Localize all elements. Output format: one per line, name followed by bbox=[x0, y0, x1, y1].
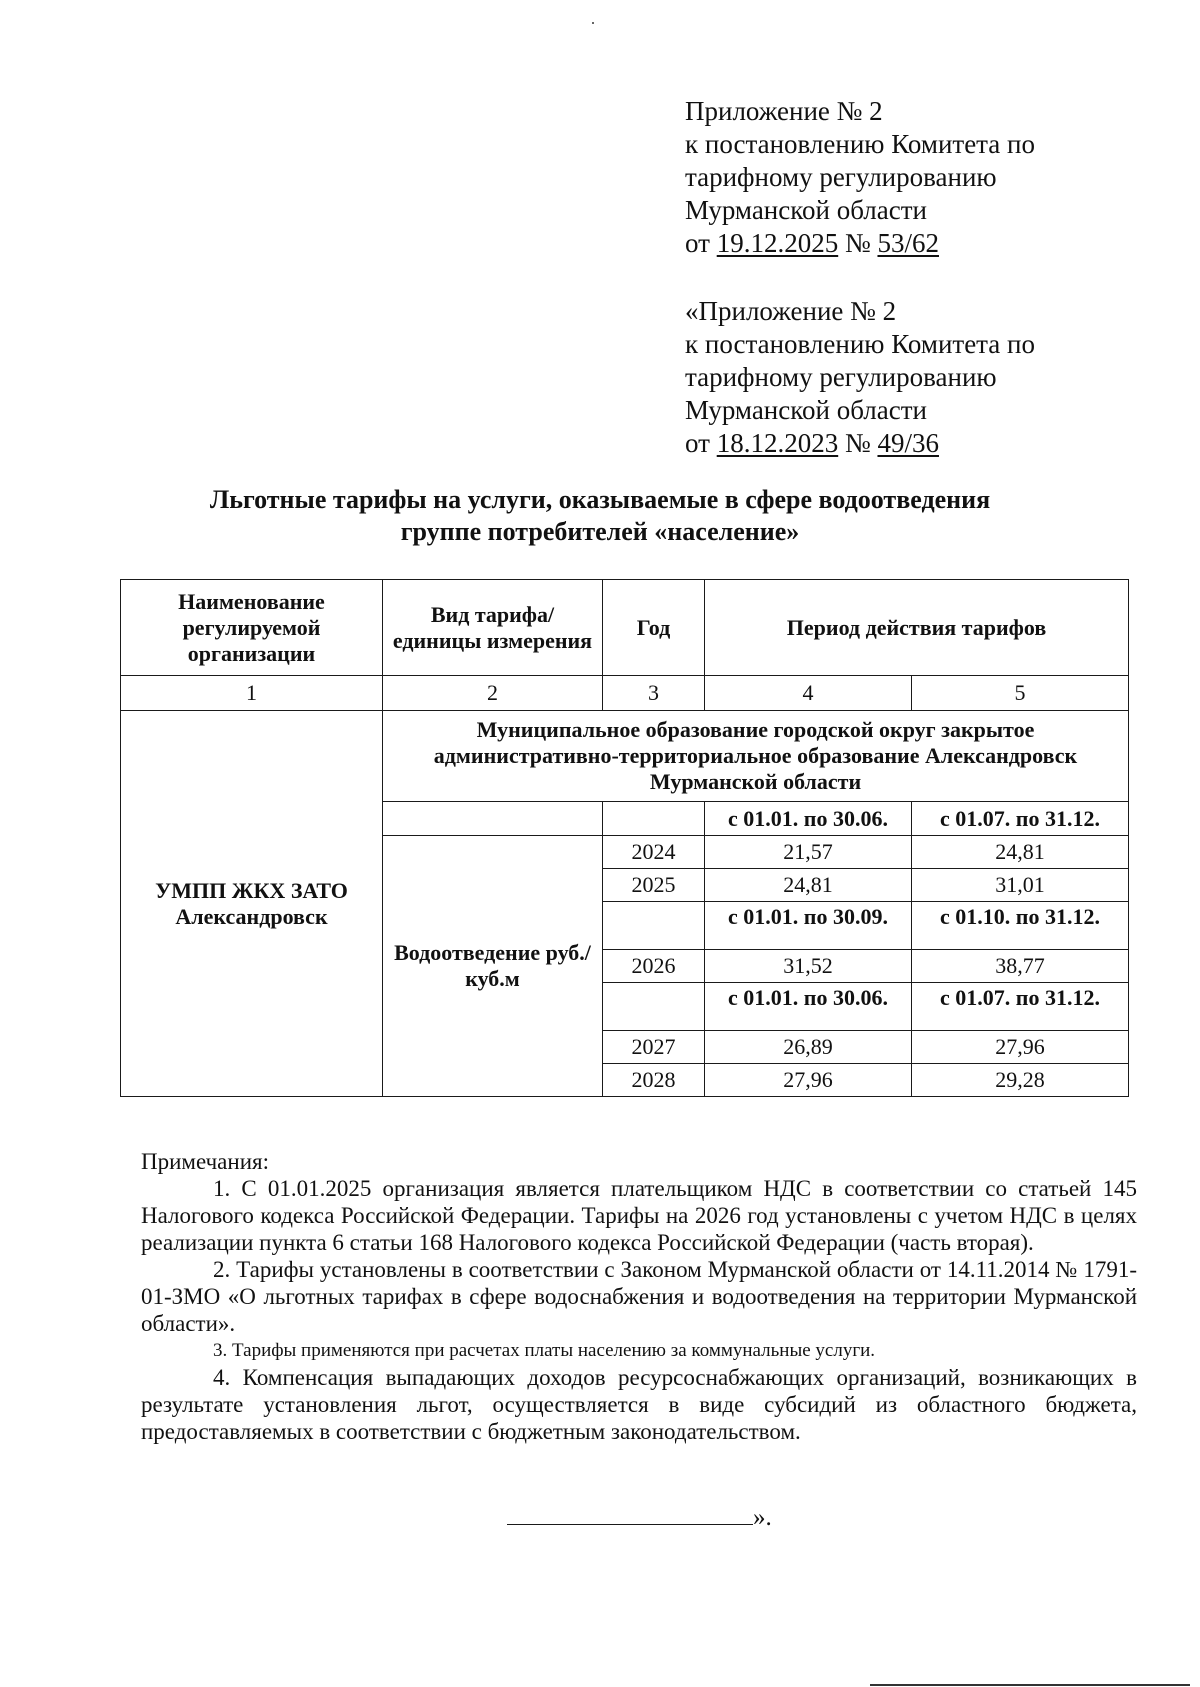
year-cell: 2027 bbox=[603, 1031, 705, 1064]
title-line: Льготные тарифы на услуги, оказываемые в сфере водоотведения bbox=[209, 485, 991, 514]
period-label: с 01.10. по 31.12. bbox=[912, 902, 1129, 950]
appendix-header-previous bbox=[685, 295, 1035, 460]
appendix-line: к постановлению Комитета по bbox=[685, 129, 1035, 159]
organization-name: УМПП ЖКХ ЗАТО Александровск bbox=[121, 711, 383, 1097]
scan-artifact bbox=[870, 1684, 1190, 1686]
decree-date: 18.12.2023 bbox=[716, 428, 839, 458]
column-number: 3 bbox=[603, 676, 705, 711]
header-year: Год bbox=[603, 580, 705, 676]
period-label: с 01.01. по 30.09. bbox=[705, 902, 912, 950]
number-sign: № bbox=[838, 228, 878, 258]
appendix-date-line bbox=[685, 227, 1035, 260]
header-period: Период действия тарифов bbox=[705, 580, 1129, 676]
appendix-line: тарифному регулированию bbox=[685, 162, 997, 192]
tariff-value: 24,81 bbox=[705, 869, 912, 902]
year-cell: 2026 bbox=[603, 950, 705, 983]
tariff-value: 29,28 bbox=[912, 1064, 1129, 1097]
note-item: 2. Тарифы установлены в соответствии с Законом Мурманской области от 14.11.2014 № 1791-01-ЗМО «О льготных тарифах в сфере водоснабжения и водоотведения на территории Мурманской области». bbox=[141, 1257, 1137, 1336]
column-number: 5 bbox=[912, 676, 1129, 711]
tariff-table bbox=[120, 579, 1129, 1097]
year-cell: 2028 bbox=[603, 1064, 705, 1097]
period-label: с 01.01. по 30.06. bbox=[705, 983, 912, 1031]
closing-quote: ». bbox=[753, 1504, 772, 1531]
municipality-name: Муниципальное образование городской округ закрытое административно-территориальное образование Александровск Мурманской области bbox=[383, 711, 1129, 802]
appendix-header-current bbox=[685, 95, 1035, 260]
decree-number: 53/62 bbox=[877, 228, 939, 258]
signature-underline bbox=[507, 1498, 753, 1525]
date-prefix: от bbox=[685, 428, 717, 458]
note-item: 4. Компенсация выпадающих доходов ресурсоснабжающих организаций, возникающих в результате установления льгот, осуществляется в виде субсидий из областного бюджета, предоставляемых в соответствии с бюджетным законодательством. bbox=[141, 1365, 1137, 1444]
appendix-line: Мурманской области bbox=[685, 395, 927, 425]
notes-heading: Примечания: bbox=[141, 1149, 269, 1174]
year-cell: 2025 bbox=[603, 869, 705, 902]
year-cell: 2024 bbox=[603, 836, 705, 869]
appendix-date-line bbox=[685, 427, 1035, 460]
date-prefix: от bbox=[685, 228, 717, 258]
tariff-value: 31,52 bbox=[705, 950, 912, 983]
table-header-row bbox=[121, 580, 1129, 676]
note-item: 1. С 01.01.2025 организация является плательщиком НДС в соответствии со статьей 145 Налогового кодекса Российской Федерации. Тарифы на 2026 год установлены с учетом НДС в целях реализации пункта 6 статьи 168 Налогового кодекса Российской Федерации (часть вторая). bbox=[141, 1176, 1137, 1255]
empty-cell bbox=[603, 983, 705, 1031]
column-number: 2 bbox=[383, 676, 603, 711]
tariff-value: 26,89 bbox=[705, 1031, 912, 1064]
scan-artifact bbox=[592, 22, 594, 24]
appendix-line: Мурманской области bbox=[685, 195, 927, 225]
decree-date: 19.12.2025 bbox=[716, 228, 839, 258]
title-line: группе потребителей «население» bbox=[400, 517, 800, 546]
tariff-value: 27,96 bbox=[705, 1064, 912, 1097]
column-number: 4 bbox=[705, 676, 912, 711]
document-title bbox=[150, 484, 1050, 548]
tariff-value: 24,81 bbox=[912, 836, 1129, 869]
note-item: 3. Тарифы применяются при расчетах платы населению за коммунальные услуги. bbox=[213, 1340, 876, 1361]
appendix-line: к постановлению Комитета по bbox=[685, 329, 1035, 359]
appendix-line: «Приложение № 2 bbox=[685, 296, 897, 326]
period-label: с 01.01. по 30.06. bbox=[705, 802, 912, 836]
period-label: с 01.07. по 31.12. bbox=[912, 983, 1129, 1031]
header-tariff-type: Вид тарифа/единицы измерения bbox=[383, 580, 603, 676]
period-label: с 01.07. по 31.12. bbox=[912, 802, 1129, 836]
tariff-value: 38,77 bbox=[912, 950, 1129, 983]
decree-number: 49/36 bbox=[877, 428, 939, 458]
number-sign: № bbox=[838, 428, 878, 458]
tariff-value: 21,57 bbox=[705, 836, 912, 869]
tariff-value: 27,96 bbox=[912, 1031, 1129, 1064]
empty-cell bbox=[603, 902, 705, 950]
tariff-value: 31,01 bbox=[912, 869, 1129, 902]
appendix-line: Приложение № 2 bbox=[685, 96, 883, 126]
notes-section bbox=[141, 1148, 1137, 1445]
appendix-line: тарифному регулированию bbox=[685, 362, 997, 392]
closing-line bbox=[507, 1498, 807, 1534]
column-number: 1 bbox=[121, 676, 383, 711]
tariff-type: Водоотведение руб./куб.м bbox=[383, 836, 603, 1097]
empty-cell bbox=[603, 802, 705, 836]
column-number-row bbox=[121, 676, 1129, 711]
empty-cell bbox=[383, 802, 603, 836]
header-organization: Наименование регулируемой организации bbox=[121, 580, 383, 676]
municipality-row bbox=[121, 711, 1129, 802]
